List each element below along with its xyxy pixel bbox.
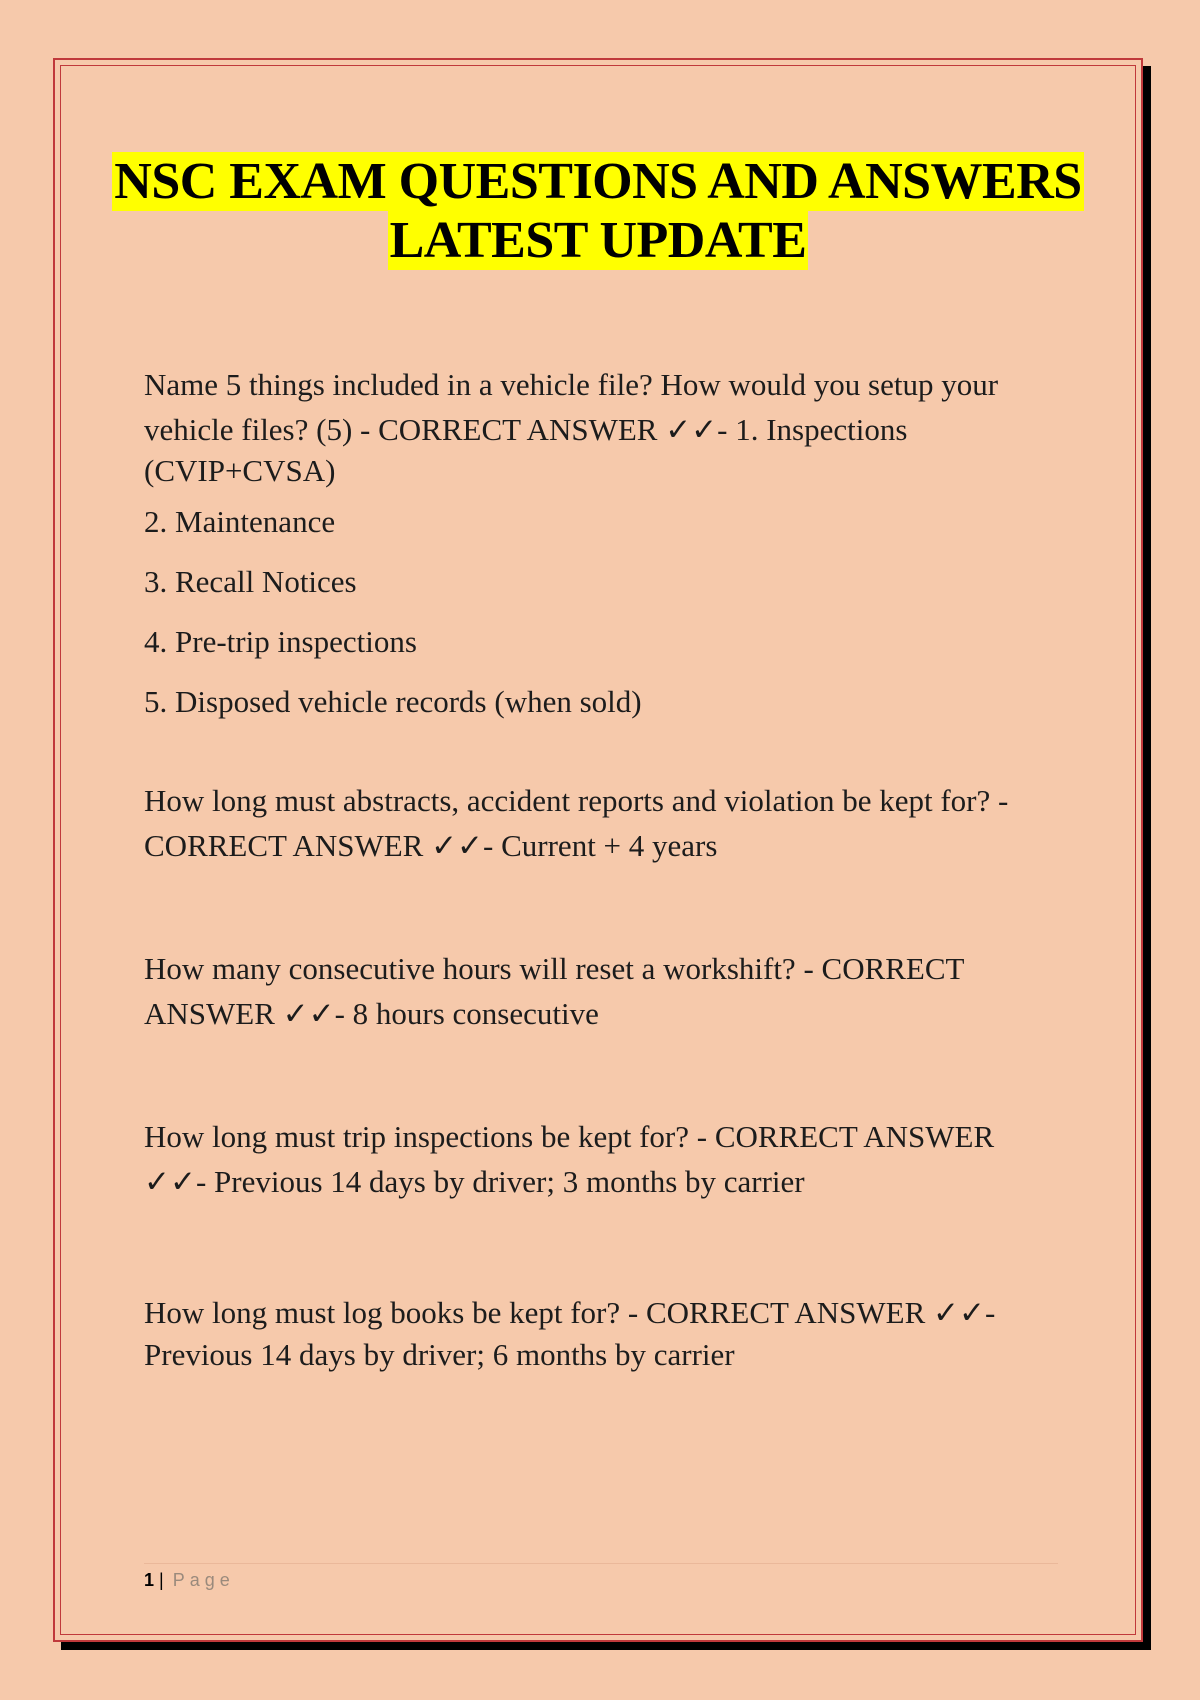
- qa-4-line-2: ✓✓- Previous 14 days by driver; 3 months by carrier: [144, 1164, 805, 1199]
- document-body: [144, 362, 1044, 1375]
- page-footer: [144, 1570, 235, 1591]
- qa-2-line-2: CORRECT ANSWER ✓✓- Current + 4 years: [144, 828, 718, 863]
- page-label: Page: [172, 1570, 235, 1590]
- footer-divider: [144, 1563, 1058, 1564]
- qa-item-4: [144, 1114, 1044, 1204]
- footer-separator: |: [159, 1570, 164, 1590]
- list-item: 3. Recall Notices: [144, 564, 357, 599]
- qa-item-5: [144, 1290, 1044, 1375]
- qa-item-2: [144, 778, 1044, 868]
- document-title: [55, 152, 1141, 270]
- qa-1-line-1: Name 5 things included in a vehicle file? How would you setup your: [144, 367, 999, 402]
- title-line-2: LATEST UPDATE: [389, 212, 807, 269]
- qa-5-line-2: Previous 14 days by driver; 6 months by carrier: [144, 1337, 735, 1372]
- qa-1-line-2: vehicle files? (5) - CORRECT ANSWER ✓✓- 1. Inspections: [144, 412, 908, 447]
- qa-2-line-1: How long must abstracts, accident reports and violation be kept for? -: [144, 783, 1009, 818]
- qa-3-line-1: How many consecutive hours will reset a workshift? - CORRECT: [144, 951, 965, 986]
- qa-1-line-3: (CVIP+CVSA): [144, 453, 336, 488]
- qa-5-line-1: How long must log books be kept for? - CORRECT ANSWER ✓✓-: [144, 1295, 996, 1330]
- qa-item-3: [144, 946, 1044, 1036]
- page-number: 1: [144, 1570, 155, 1590]
- list-item: 4. Pre-trip inspections: [144, 624, 417, 659]
- qa-4-line-1: How long must trip inspections be kept for? - CORRECT ANSWER: [144, 1119, 995, 1154]
- qa-item-1: [144, 362, 1044, 732]
- list-item: 2. Maintenance: [144, 504, 336, 539]
- qa-3-line-2: ANSWER ✓✓- 8 hours consecutive: [144, 996, 599, 1031]
- list-item: 5. Disposed vehicle records (when sold): [144, 684, 642, 719]
- title-line-1: NSC EXAM QUESTIONS AND ANSWERS: [114, 153, 1082, 210]
- page-frame: [53, 58, 1143, 1642]
